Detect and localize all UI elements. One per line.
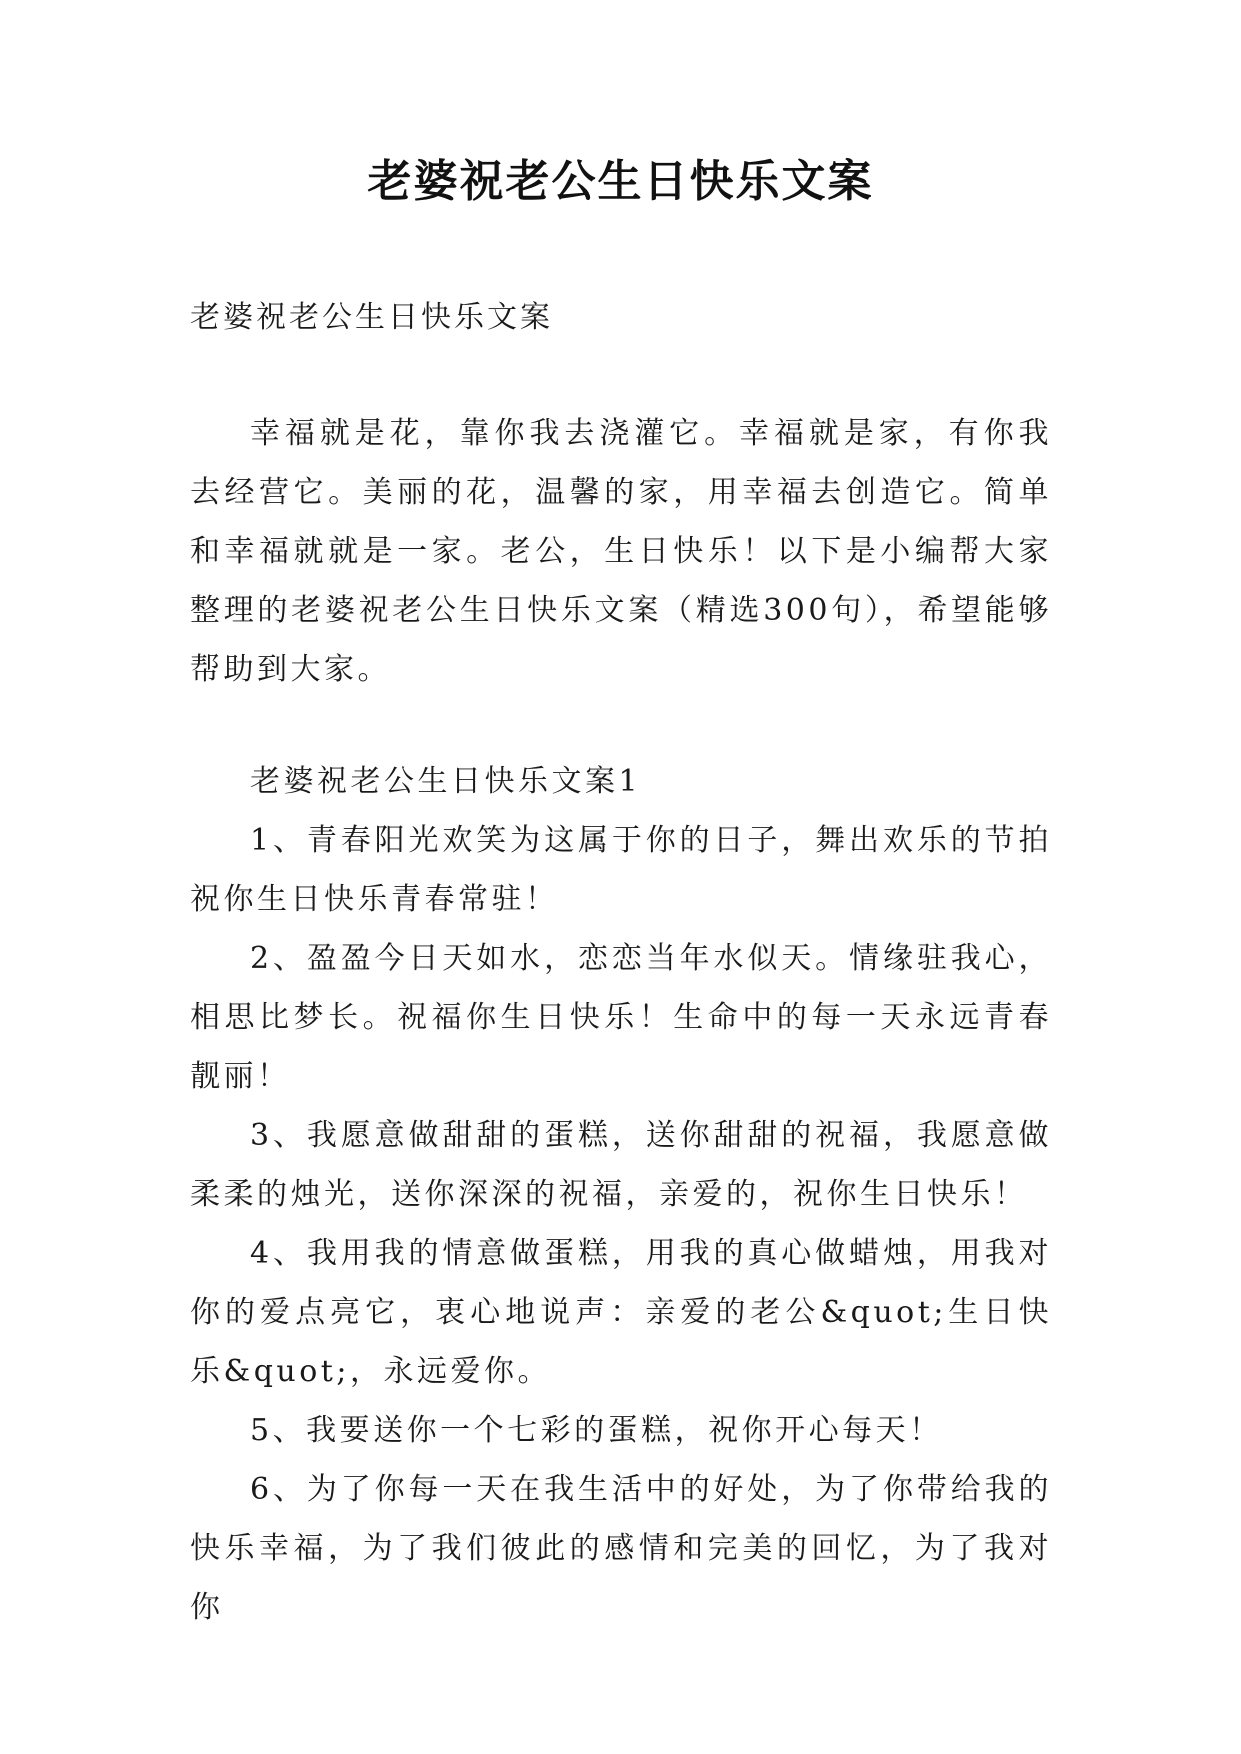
content-section [190, 752, 1052, 1637]
intro-paragraph: 幸福就是花，靠你我去浇灌它。幸福就是家，有你我去经营它。美丽的花，温馨的家，用幸福去创造它。简单和幸福就就是一家。老公，生日快乐！以下是小编帮大家整理的老婆祝老公生日快乐文案（精选300句），希望能够帮助到大家。 [190, 416, 1052, 687]
list-item: 1、青春阳光欢笑为这属于你的日子，舞出欢乐的节拍祝你生日快乐青春常驻！ [190, 823, 1052, 917]
list-item: 4、我用我的情意做蛋糕，用我的真心做蜡烛，用我对你的爱点亮它，衷心地说声：亲爱的老公&quot;生日快乐&quot;，永远爱你。 [190, 1236, 1052, 1389]
list-item: 6、为了你每一天在我生活中的好处，为了你带给我的快乐幸福，为了我们彼此的感情和完美的回忆，为了我对你 [190, 1472, 1052, 1625]
document-title: 老婆祝老公生日快乐文案 [367, 156, 874, 207]
list-item: 3、我愿意做甜甜的蛋糕，送你甜甜的祝福，我愿意做柔柔的烛光，送你深深的祝福，亲爱的，祝你生日快乐！ [190, 1118, 1052, 1212]
document-subtitle: 老婆祝老公生日快乐文案 [190, 300, 553, 335]
list-item: 5、我要送你一个七彩的蛋糕，祝你开心每天！ [250, 1413, 943, 1448]
section-heading: 老婆祝老公生日快乐文案1 [250, 764, 642, 799]
list-item: 2、盈盈今日天如水，恋恋当年水似天。情缘驻我心，相思比梦长。祝福你生日快乐！生命中的每一天永远青春靓丽！ [190, 941, 1052, 1094]
